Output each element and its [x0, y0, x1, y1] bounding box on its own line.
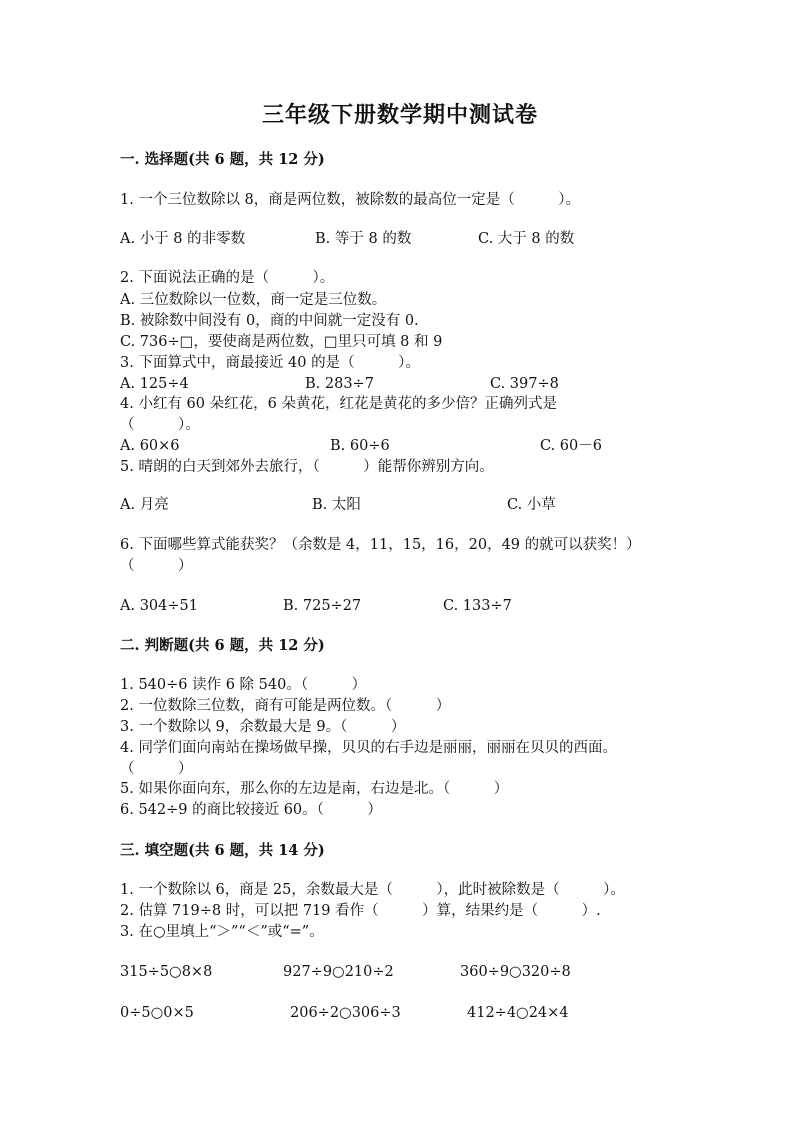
- question-6-blank: （ ）: [120, 558, 193, 574]
- compare-expression: 927÷9○210÷2: [283, 964, 394, 980]
- question-4-blank: （ ）。: [120, 417, 200, 433]
- question-4: 4. 小红有 60 朵红花，6 朵黄花，红花是黄花的多少倍？正确列式是: [120, 396, 557, 412]
- question-1: 1. 一个三位数除以 8，商是两位数，被除数的最高位一定是（ ）。: [120, 192, 581, 208]
- judgement-4: 4. 同学们面向南站在操场做早操，贝贝的右手边是丽丽，丽丽在贝贝的西面。: [120, 740, 617, 756]
- option-b: B. 等于 8 的数: [315, 231, 412, 247]
- option-b: B. 725÷27: [283, 598, 362, 614]
- judgement-1: 1. 540÷6 读作 6 除 540。（ ）: [120, 677, 367, 693]
- question-2: 2. 下面说法正确的是（ ）。: [120, 270, 335, 286]
- option-a: A. 月亮: [120, 497, 169, 513]
- option-a: A. 125÷4: [120, 376, 189, 392]
- option-b: B. 太阳: [312, 497, 361, 513]
- fill-3: 3. 在○里填上“＞”“＜”或“=”。: [120, 924, 324, 940]
- section-heading-fill: 三. 填空题(共 6 题，共 14 分): [120, 842, 325, 859]
- question-6: 6. 下面哪些算式能获奖？（余数是 4，11，15，16，20，49 的就可以获奖！）: [120, 537, 641, 553]
- question-5: 5. 晴朗的白天到郊外去旅行，（ ）能帮你辨别方向。: [120, 459, 494, 475]
- question-2-line-a: A. 三位数除以一位数，商一定是三位数。: [120, 292, 387, 308]
- option-c: C. 60－6: [540, 438, 602, 454]
- page-title: 三年级下册数学期中测试卷: [261, 102, 538, 128]
- fill-2: 2. 估算 719÷8 时，可以把 719 看作（ ）算，结果约是（ ）.: [120, 903, 601, 919]
- compare-expression: 0÷5○0×5: [120, 1005, 194, 1021]
- compare-expression: 206÷2○306÷3: [290, 1005, 401, 1021]
- question-3: 3. 下面算式中，商最接近 40 的是（ ）。: [120, 355, 420, 371]
- question-2-line-b: B. 被除数中间没有 0，商的中间就一定没有 0.: [120, 313, 419, 329]
- judgement-2: 2. 一位数除三位数，商有可能是两位数。（ ）: [120, 698, 451, 714]
- judgement-3: 3. 一个数除以 9，余数最大是 9。（ ）: [120, 719, 406, 735]
- judgement-4-blank: （ ）: [120, 761, 193, 777]
- option-b: B. 283÷7: [305, 376, 374, 392]
- option-c: C. 大于 8 的数: [478, 231, 575, 247]
- section-heading-judgement: 二. 判断题(共 6 题，共 12 分): [120, 637, 325, 654]
- option-c: C. 小草: [507, 497, 556, 513]
- question-2-line-c: C. 736÷□，要使商是两位数，□里只可填 8 和 9: [120, 334, 443, 350]
- fill-1: 1. 一个数除以 6，商是 25，余数最大是（ ），此时被除数是（ ）。: [120, 882, 625, 898]
- option-a: A. 60×6: [120, 438, 180, 454]
- compare-expression: 360÷9○320÷8: [460, 964, 571, 980]
- option-b: B. 60÷6: [330, 438, 390, 454]
- section-heading-choice: 一. 选择题(共 6 题，共 12 分): [120, 151, 325, 168]
- option-c: C. 133÷7: [443, 598, 512, 614]
- compare-expression: 412÷4○24×4: [467, 1005, 569, 1021]
- judgement-6: 6. 542÷9 的商比较接近 60。（ ）: [120, 802, 382, 818]
- compare-expression: 315÷5○8×8: [120, 964, 213, 980]
- judgement-5: 5. 如果你面向东，那么你的左边是南，右边是北。（ ）: [120, 781, 509, 797]
- option-a: A. 小于 8 的非零数: [120, 231, 246, 247]
- option-a: A. 304÷51: [120, 598, 198, 614]
- option-c: C. 397÷8: [490, 376, 559, 392]
